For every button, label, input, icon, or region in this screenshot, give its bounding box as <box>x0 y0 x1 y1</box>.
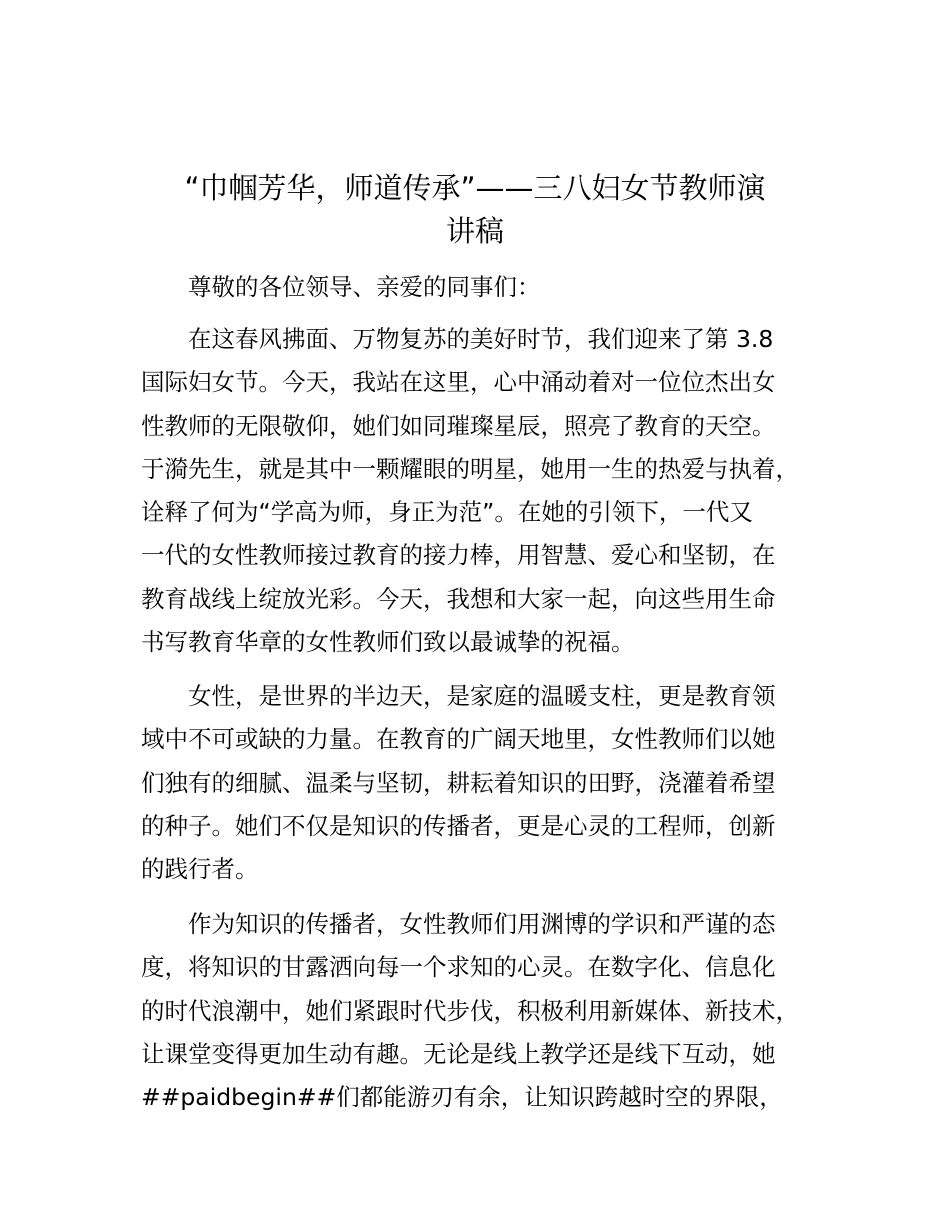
paragraph-intro <box>141 318 831 664</box>
text-line: 书写教育华章的女性教师们致以最诚挚的祝福。 <box>141 628 635 657</box>
text-line: 性教师的无限敬仰，她们如同璀璨星辰，照亮了教育的天空。 <box>141 411 776 440</box>
text-line: 域中不可或缺的力量。在教育的广阔天地里，女性教师们以她 <box>141 725 776 754</box>
text-line: 诠释了何为“学高为师，身正为范”。在她的引领下，一代又 <box>141 498 753 527</box>
title-line: “巾帼芳华，师道传承”——三八妇女节教师演 <box>184 171 766 205</box>
text-line: 度，将知识的甘露洒向每一个求知的心灵。在数字化、信息化 <box>141 953 776 982</box>
document-title <box>120 167 830 253</box>
text-line: 们独有的细腻、温柔与坚韧，耕耘着知识的田野，浇灌着希望 <box>141 768 776 797</box>
text-line: 于漪先生，就是其中一颗耀眼的明星，她用一生的热爱与执着， <box>141 454 799 483</box>
text-line: ##paidbegin##们都能游刃有余，让知识跨越时空的界限， <box>141 1083 783 1112</box>
text-line: 在这春风拂面、万物复苏的美好时节，我们迎来了第 3.8 <box>141 325 774 353</box>
paragraph-women-role <box>141 675 831 891</box>
title-line: 讲稿 <box>445 214 504 248</box>
text-line: 的时代浪潮中，她们紧跟时代步伐，积极利用新媒体、新技术， <box>141 996 799 1025</box>
text-line: 作为知识的传播者，女性教师们用渊博的学识和严谨的态 <box>141 910 776 938</box>
text-line: 教育战线上绽放光彩。今天，我想和大家一起，向这些用生命 <box>141 584 776 613</box>
paragraph-greeting <box>141 266 831 309</box>
paragraph-knowledge <box>141 903 831 1119</box>
text-line: 让课堂变得更加生动有趣。无论是线上教学还是线下互动，她 <box>141 1039 776 1068</box>
text-line: 尊敬的各位领导、亲爱的同事们： <box>141 273 541 301</box>
text-line: 国际妇女节。今天，我站在这里，心中涌动着对一位位杰出女 <box>141 368 776 397</box>
text-line: 一代的女性教师接过教育的接力棒，用智慧、爱心和坚韧，在 <box>141 541 776 570</box>
text-line: 的践行者。 <box>141 855 259 884</box>
text-line: 的种子。她们不仅是知识的传播者，更是心灵的工程师，创新 <box>141 811 776 840</box>
text-line: 女性，是世界的半边天，是家庭的温暖支柱，更是教育领 <box>141 682 776 710</box>
